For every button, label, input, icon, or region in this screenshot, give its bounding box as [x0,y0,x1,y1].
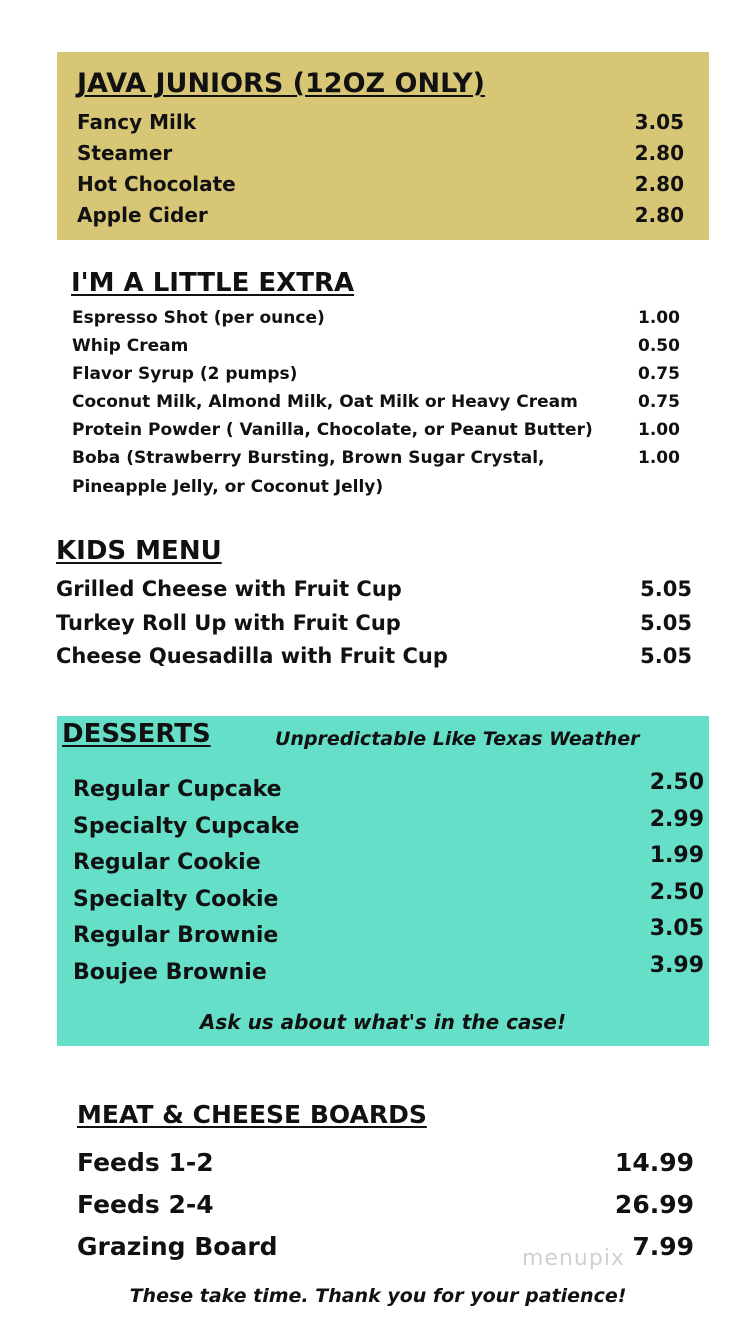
meat-cheese-note: These take time. Thank you for your patience! [129,1285,627,1307]
extra-item-price: 1.00 [638,420,680,440]
desserts-title: DESSERTS [62,719,211,749]
dessert-item-name: Regular Cupcake [73,777,282,802]
meat-item-price: 14.99 [614,1148,694,1177]
extra-item-price: 1.00 [638,448,680,468]
java-item-name: Hot Chocolate [77,172,236,196]
extra-item-name: Flavor Syrup (2 pumps) [72,364,298,384]
dessert-item-name: Specialty Cookie [73,887,279,912]
meat-item-name: Grazing Board [77,1232,278,1261]
extra-item-price: 0.50 [638,336,680,356]
desserts-panel [57,716,709,1046]
dessert-item-name: Regular Cookie [73,850,261,875]
kids-item-price: 5.05 [640,644,692,668]
extra-item-name-continued: Pineapple Jelly, or Coconut Jelly) [72,477,384,497]
dessert-item-price: 2.50 [649,770,704,795]
dessert-item-name: Regular Brownie [73,923,279,948]
meat-item-price: 7.99 [632,1232,694,1261]
extra-item-price: 0.75 [638,364,680,384]
extra-item-name: Espresso Shot (per ounce) [72,308,325,328]
kids-item-name: Grilled Cheese with Fruit Cup [56,577,402,601]
dessert-item-price: 3.99 [649,953,704,978]
extra-item-name: Boba (Strawberry Bursting, Brown Sugar Crystal, [72,448,545,468]
kids-item-price: 5.05 [640,611,692,635]
dessert-item-name: Boujee Brownie [73,960,267,985]
java-item-price: 2.80 [634,172,684,196]
dessert-item-price: 3.05 [649,916,704,941]
dessert-item-price: 1.99 [649,843,704,868]
kids-item-name: Cheese Quesadilla with Fruit Cup [56,644,448,668]
java-item-name: Steamer [77,141,173,165]
java-item-price: 2.80 [634,141,684,165]
extra-item-price: 1.00 [638,308,680,328]
meat-item-name: Feeds 1-2 [77,1148,214,1177]
meat-item-name: Feeds 2-4 [77,1190,214,1219]
java-item-price: 2.80 [634,203,684,227]
dessert-item-price: 2.99 [649,807,704,832]
extra-item-name: Protein Powder ( Vanilla, Chocolate, or Peanut Butter) [72,420,593,440]
desserts-tagline: Unpredictable Like Texas Weather [275,728,640,750]
extra-item-name: Coconut Milk, Almond Milk, Oat Milk or Heavy Cream [72,392,578,412]
kids-menu-title: KIDS MENU [56,536,222,566]
little-extra-title: I'M A LITTLE EXTRA [71,268,355,298]
java-item-name: Apple Cider [77,203,208,227]
java-juniors-title: JAVA JUNIORS (12OZ ONLY) [77,68,485,99]
kids-item-price: 5.05 [640,577,692,601]
kids-item-name: Turkey Roll Up with Fruit Cup [56,611,401,635]
meat-cheese-title: MEAT & CHEESE BOARDS [77,1100,427,1129]
dessert-item-name: Specialty Cupcake [73,814,300,839]
java-item-name: Fancy Milk [77,110,196,134]
java-item-price: 3.05 [634,110,684,134]
desserts-note: Ask us about what's in the case! [199,1010,567,1034]
extra-item-price: 0.75 [638,392,680,412]
meat-item-price: 26.99 [614,1190,694,1219]
extra-item-name: Whip Cream [72,336,189,356]
menupix-watermark: menupix [522,1246,625,1271]
dessert-item-price: 2.50 [649,880,704,905]
